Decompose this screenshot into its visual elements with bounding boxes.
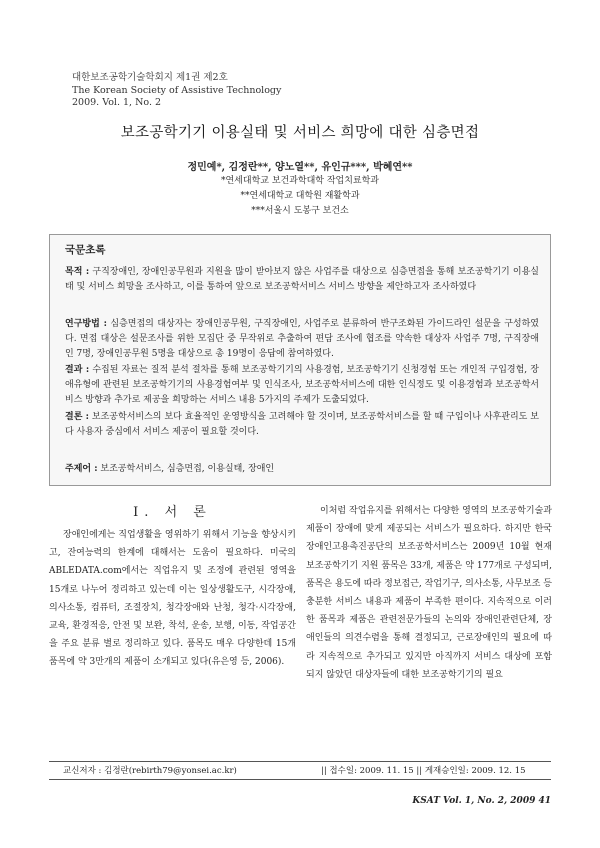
paper-title: 보조공학기기 이용실태 및 서비스 희망에 대한 심층면접 <box>120 125 480 141</box>
body-column-right <box>306 502 552 684</box>
footnote-divider-bottom <box>49 779 551 780</box>
journal-name-en: The Korean Society of Assistive Technology <box>72 84 282 96</box>
conclusion-text: 보조공학서비스의 보다 효율적인 운영방식을 고려해야 할 것이며, 보조공학서비스를 할 때 구입이나 사후관리도 보다 사용자 중심에서 서비스 제공이 필요할 것이다. <box>65 412 539 438</box>
page-footer: KSAT Vol. 1, No. 2, 2009 41 <box>412 796 551 806</box>
abstract-purpose <box>65 265 539 295</box>
submission-dates: || 접수일: 2009. 11. 15 || 게재승인일: 2009. 12. 15 <box>321 766 526 776</box>
abstract-conclusion <box>65 410 539 440</box>
abstract-heading: 국문초록 <box>65 244 106 256</box>
corresponding-author: 교신저자 : 김정란(rebirth79@yonsei.ac.kr) <box>63 766 237 776</box>
footnote-divider-top <box>49 761 551 762</box>
journal-volume: 2009. Vol. 1, No. 2 <box>72 97 162 108</box>
keywords-label: 주제어 : <box>65 464 98 474</box>
affiliation-list <box>0 174 600 219</box>
method-label: 연구방법 : <box>65 319 107 329</box>
right-paragraph: 이처럼 작업유지를 위해서는 다양한 영역의 보조공학기술과 제품이 장애에 맞게 제공되는 서비스가 필요하다. 하지만 한국장애인고용촉진공단의 보조공학서비스는 2009년 10월 현재 보조공학기기 지원 품목은 33개, 제품은 약 177개로 구성되며, 품목은 용도에 따라 정보접근, 작업기구, 의사소통, 사무보조 등 충분한 서비스 내용과 제품이 부족한 편이다. 지속적으로 이러한 품목과 제품은 관련전문가들의 논의와 장애인관련단체, 장애인들의 의견수렴을 통해 결정되고, 근로장애인의 필요에 따라 지속적으로 추가되고 있지만 아직까지 서비스 대상에 포함되지 않았던 대상자들에 대한 보조공학기기의 필요 <box>306 506 552 680</box>
journal-name-ko: 대한보조공학기술학회지 제1권 제2호 <box>72 72 228 83</box>
method-text: 심층면접의 대상자는 장애인공무원, 구직장애인, 사업주로 분류하여 반구조화된 가이드라인 설문을 구성하였다. 면접 대상은 설문조사를 위한 모집단 중 무작위로 추출하여 편담 조사에 협조를 약속한 대상자 사업주 7명, 구직장애인 7명, 장애인공무원 5명을 대상으로 총 19명이 응답에 참여하였다. <box>65 319 539 360</box>
abstract-result <box>65 363 539 409</box>
affiliation-2: **연세대학교 대학원 재활학과 <box>240 191 360 201</box>
affiliation-3: ***서울시 도봉구 보건소 <box>251 206 349 216</box>
abstract-method <box>65 317 539 363</box>
result-text: 수집된 자료는 질적 분석 절차를 통해 보조공학기기의 사용경험, 보조공학기기 신청경험 또는 개인적 구입경험, 장애유형에 관련된 보조공학기기의 사용경험여부 및 인식조사, 보조공학서비스에 대한 인식정도 및 이용경험과 보조공학서비스 방향과 추가로 제공을 희망하는 서비스 내용 5가지의 주제가 도출되었다. <box>65 365 539 406</box>
keywords-text: 보조공학서비스, 심층면접, 이용실태, 장애인 <box>100 464 275 474</box>
section-heading-introduction: I. 서 론 <box>133 505 212 520</box>
abstract-keywords <box>65 461 274 474</box>
result-label: 결과 : <box>65 365 90 375</box>
body-column-left <box>49 526 296 672</box>
abstract-box <box>49 234 551 486</box>
affiliation-1: *연세대학교 보건과학대학 작업치료학과 <box>220 176 380 186</box>
journal-info <box>72 72 281 110</box>
conclusion-label: 결론 : <box>65 412 89 422</box>
purpose-label: 목적 : <box>65 267 90 277</box>
author-list: 정민예*, 김정란**, 양노열**, 유인규***, 박혜연** <box>187 162 413 173</box>
left-paragraph: 장애인에게는 직업생활을 영위하기 위해서 기능을 향상시키고, 잔여능력의 한계에 대해서는 도움이 필요하다. 미국의 ABLEDATA.com에서는 직업유지 및 조정에 관련된 영역을 15개로 나누어 정리하고 있는데 이는 일상생활도구, 시각장애, 의사소통, 컴퓨터, 조절장치, 청각장애와 난청, 청각·시각장애, 교육, 환경적응, 안전 및 보완, 착석, 운송, 보행, 이동, 작업공간을 주요 분류 별로 정리하고 있다. 품목도 매우 다양한데 15개 품목에 약 3만개의 제품이 소개되고 있다(유은영 등, 2006). <box>49 530 296 668</box>
purpose-text: 구직장애인, 장애인공무원과 지원을 많이 받아보지 않은 사업주를 대상으로 심층면접을 통해 보조공학기기 이용실태 및 서비스 희망을 조사하고, 이를 통하여 앞으로 보조공학서비스 서비스 방향을 제안하고자 조사하였다 <box>65 267 540 293</box>
